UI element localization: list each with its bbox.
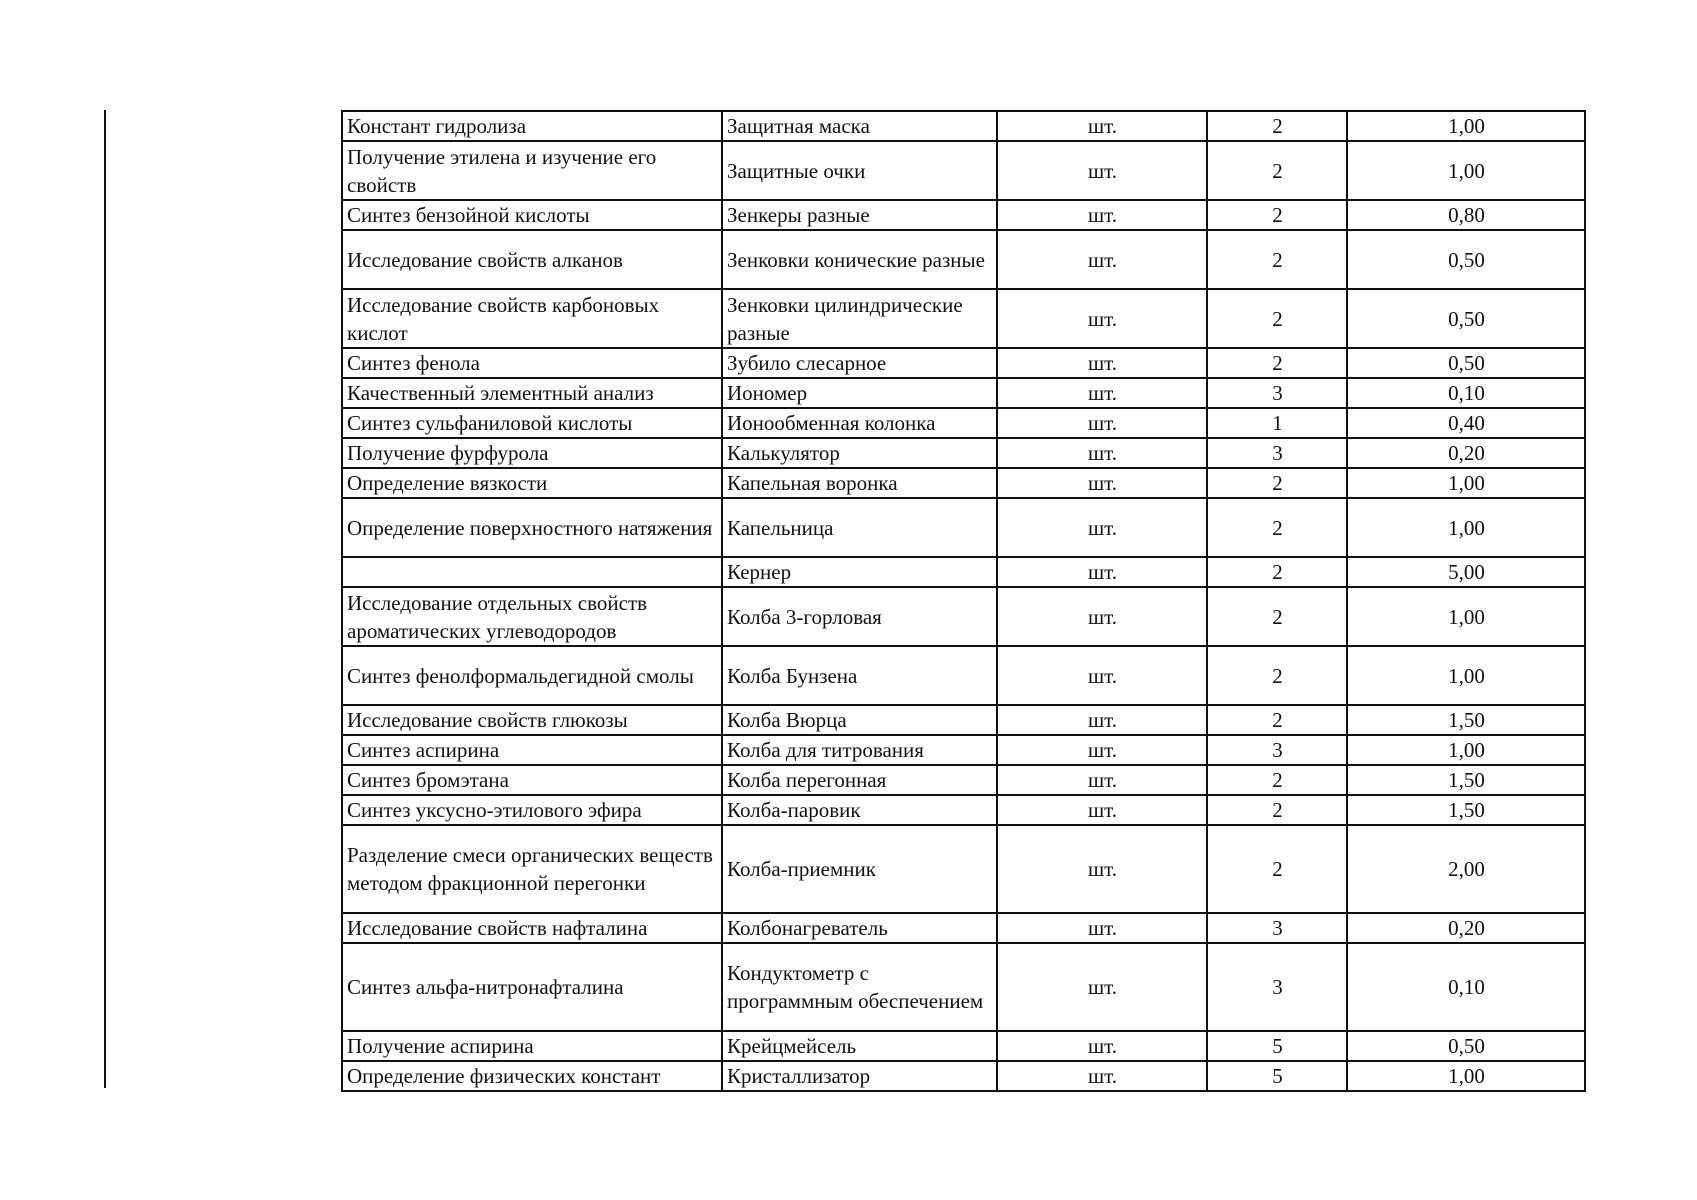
unit-cell: шт. [997, 795, 1207, 825]
unit-cell: шт. [997, 1031, 1207, 1061]
unit-cell: шт. [997, 348, 1207, 378]
table-row [342, 408, 1585, 438]
work-cell: Синтез аспирина [342, 735, 722, 765]
item-cell: Кернер [722, 557, 997, 587]
item-cell: Ионообменная колонка [722, 408, 997, 438]
unit-cell: шт. [997, 705, 1207, 735]
work-cell: Качественный элементный анализ [342, 378, 722, 408]
work-cell: Определение поверхностного натяжения [342, 498, 722, 557]
price-cell: 1,50 [1347, 765, 1585, 795]
price-cell: 5,00 [1347, 557, 1585, 587]
work-cell: Получение этилена и изучение его свойств [342, 141, 722, 200]
equipment-table [341, 110, 1586, 1092]
work-cell: Синтез фенола [342, 348, 722, 378]
work-cell: Констант гидролиза [342, 111, 722, 141]
table-row [342, 348, 1585, 378]
item-cell: Колба Вюрца [722, 705, 997, 735]
price-cell: 0,40 [1347, 408, 1585, 438]
unit-cell: шт. [997, 913, 1207, 943]
price-cell: 0,20 [1347, 438, 1585, 468]
price-cell: 0,50 [1347, 348, 1585, 378]
work-cell: Исследование свойств нафталина [342, 913, 722, 943]
qty-cell: 2 [1207, 289, 1347, 348]
table-row [342, 825, 1585, 913]
qty-cell: 2 [1207, 765, 1347, 795]
price-cell: 1,00 [1347, 735, 1585, 765]
price-cell: 1,50 [1347, 705, 1585, 735]
table-row [342, 378, 1585, 408]
qty-cell: 3 [1207, 438, 1347, 468]
unit-cell: шт. [997, 825, 1207, 913]
item-cell: Колба Бунзена [722, 646, 997, 705]
item-cell: Зенкеры разные [722, 200, 997, 230]
table-row [342, 1061, 1585, 1091]
work-cell: Синтез сульфаниловой кислоты [342, 408, 722, 438]
price-cell: 0,80 [1347, 200, 1585, 230]
work-cell: Определение вязкости [342, 468, 722, 498]
table-row [342, 765, 1585, 795]
equipment-table-body [342, 111, 1585, 1091]
table-row [342, 200, 1585, 230]
item-cell: Иономер [722, 378, 997, 408]
item-cell: Защитные очки [722, 141, 997, 200]
table-row [342, 111, 1585, 141]
qty-cell: 2 [1207, 111, 1347, 141]
qty-cell: 2 [1207, 795, 1347, 825]
table-row [342, 230, 1585, 289]
unit-cell: шт. [997, 230, 1207, 289]
table-row [342, 289, 1585, 348]
unit-cell: шт. [997, 557, 1207, 587]
price-cell: 1,00 [1347, 498, 1585, 557]
item-cell: Крейцмейсель [722, 1031, 997, 1061]
price-cell: 1,00 [1347, 468, 1585, 498]
unit-cell: шт. [997, 468, 1207, 498]
table-row [342, 468, 1585, 498]
table-row [342, 587, 1585, 646]
table-row [342, 943, 1585, 1031]
qty-cell: 2 [1207, 200, 1347, 230]
unit-cell: шт. [997, 943, 1207, 1031]
qty-cell: 2 [1207, 468, 1347, 498]
unit-cell: шт. [997, 141, 1207, 200]
item-cell: Кондуктометр с программным обеспечением [722, 943, 997, 1031]
work-cell: Исследование свойств глюкозы [342, 705, 722, 735]
unit-cell: шт. [997, 1061, 1207, 1091]
work-cell: Исследование свойств карбоновых кислот [342, 289, 722, 348]
work-cell [342, 557, 722, 587]
item-cell: Колбонагреватель [722, 913, 997, 943]
work-cell: Синтез фенолформальдегидной смолы [342, 646, 722, 705]
qty-cell: 2 [1207, 825, 1347, 913]
item-cell: Кристаллизатор [722, 1061, 997, 1091]
unit-cell: шт. [997, 646, 1207, 705]
qty-cell: 2 [1207, 587, 1347, 646]
item-cell: Зенковки цилиндрические разные [722, 289, 997, 348]
item-cell: Колба для титрования [722, 735, 997, 765]
work-cell: Определение физических констант [342, 1061, 722, 1091]
item-cell: Капельная воронка [722, 468, 997, 498]
qty-cell: 2 [1207, 646, 1347, 705]
unit-cell: шт. [997, 735, 1207, 765]
unit-cell: шт. [997, 378, 1207, 408]
unit-cell: шт. [997, 498, 1207, 557]
price-cell: 0,50 [1347, 1031, 1585, 1061]
unit-cell: шт. [997, 765, 1207, 795]
qty-cell: 2 [1207, 348, 1347, 378]
price-cell: 0,20 [1347, 913, 1585, 943]
table-row [342, 646, 1585, 705]
qty-cell: 2 [1207, 705, 1347, 735]
qty-cell: 2 [1207, 230, 1347, 289]
table-row [342, 1031, 1585, 1061]
price-cell: 2,00 [1347, 825, 1585, 913]
work-cell: Исследование отдельных свойств ароматических углеводородов [342, 587, 722, 646]
work-cell: Разделение смеси органических веществ методом фракционной перегонки [342, 825, 722, 913]
work-cell: Получение фурфурола [342, 438, 722, 468]
unit-cell: шт. [997, 587, 1207, 646]
price-cell: 1,00 [1347, 111, 1585, 141]
item-cell: Колба 3-горловая [722, 587, 997, 646]
qty-cell: 5 [1207, 1061, 1347, 1091]
qty-cell: 3 [1207, 378, 1347, 408]
qty-cell: 3 [1207, 735, 1347, 765]
item-cell: Колба перегонная [722, 765, 997, 795]
table-row [342, 735, 1585, 765]
item-cell: Колба-паровик [722, 795, 997, 825]
unit-cell: шт. [997, 408, 1207, 438]
work-cell: Синтез уксусно-этилового эфира [342, 795, 722, 825]
price-cell: 0,50 [1347, 230, 1585, 289]
work-cell: Синтез альфа-нитронафталина [342, 943, 722, 1031]
price-cell: 0,10 [1347, 378, 1585, 408]
item-cell: Защитная маска [722, 111, 997, 141]
item-cell: Зубило слесарное [722, 348, 997, 378]
qty-cell: 3 [1207, 913, 1347, 943]
table-row [342, 557, 1585, 587]
table-row [342, 913, 1585, 943]
work-cell: Получение аспирина [342, 1031, 722, 1061]
price-cell: 1,50 [1347, 795, 1585, 825]
work-cell: Синтез бромэтана [342, 765, 722, 795]
price-cell: 1,00 [1347, 587, 1585, 646]
price-cell: 1,00 [1347, 141, 1585, 200]
qty-cell: 2 [1207, 141, 1347, 200]
item-cell: Колба-приемник [722, 825, 997, 913]
qty-cell: 3 [1207, 943, 1347, 1031]
qty-cell: 5 [1207, 1031, 1347, 1061]
table-row [342, 141, 1585, 200]
work-cell: Исследование свойств алканов [342, 230, 722, 289]
table-row [342, 438, 1585, 468]
qty-cell: 2 [1207, 498, 1347, 557]
price-cell: 1,00 [1347, 646, 1585, 705]
item-cell: Капельница [722, 498, 997, 557]
work-cell: Синтез бензойной кислоты [342, 200, 722, 230]
price-cell: 1,00 [1347, 1061, 1585, 1091]
item-cell: Калькулятор [722, 438, 997, 468]
table-row [342, 705, 1585, 735]
qty-cell: 1 [1207, 408, 1347, 438]
unit-cell: шт. [997, 438, 1207, 468]
price-cell: 0,10 [1347, 943, 1585, 1031]
table-row [342, 498, 1585, 557]
left-margin-line [104, 110, 106, 1088]
item-cell: Зенковки конические разные [722, 230, 997, 289]
unit-cell: шт. [997, 200, 1207, 230]
unit-cell: шт. [997, 111, 1207, 141]
qty-cell: 2 [1207, 557, 1347, 587]
price-cell: 0,50 [1347, 289, 1585, 348]
unit-cell: шт. [997, 289, 1207, 348]
table-row [342, 795, 1585, 825]
